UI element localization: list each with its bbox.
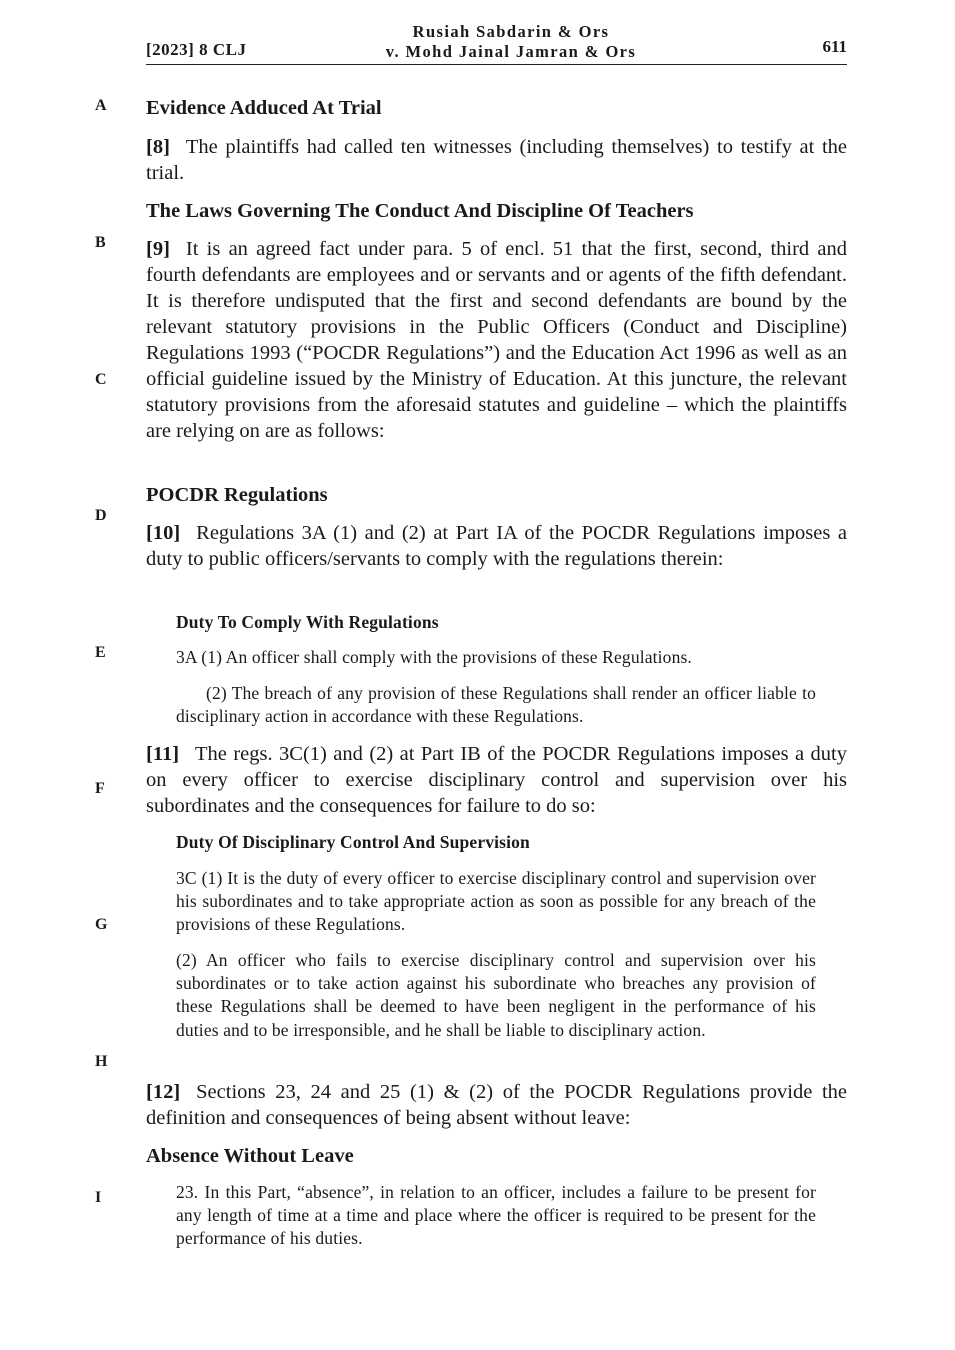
heading-laws-governing: The Laws Governing The Conduct And Discipline Of Teachers xyxy=(146,200,694,222)
running-header xyxy=(146,18,847,65)
paragraph-number: [10] xyxy=(146,522,181,544)
paragraph-12 xyxy=(146,1079,847,1131)
paragraph-8 xyxy=(146,134,847,186)
paragraph-number: [11] xyxy=(146,743,180,765)
paragraph-11 xyxy=(146,741,847,819)
paragraph-text: Sections 23, 24 and 25 (1) & (2) of the POCDR Regulations provide the definition and consequences of being absent without leave: xyxy=(146,1081,847,1129)
margin-letter-e: E xyxy=(95,644,106,661)
margin-letter-g: G xyxy=(95,916,108,933)
subheading-duty-disciplinary-control: Duty Of Disciplinary Control And Supervision xyxy=(176,832,530,852)
quote-reg-3c-2: (2) An officer who fails to exercise disciplinary control and supervision over his subordinates or to take action against his subordinate who breaches any provision of these Regulations shall be deemed to have been negligent in the performance of his duties and to be irresponsible, and he shall be liable to disciplinary action. xyxy=(176,950,816,1040)
subheading-duty-to-comply: Duty To Comply With Regulations xyxy=(176,612,439,632)
margin-letter-b: B xyxy=(95,234,106,251)
paragraph-number: [9] xyxy=(146,238,170,260)
margin-letter-f: F xyxy=(95,780,105,797)
quote-reg-3a-2: (2) The breach of any provision of these Regulations shall render an officer liable to disciplinary action in accordance with these Regulations. xyxy=(176,683,816,727)
margin-letter-d: D xyxy=(95,507,107,524)
page-number: 611 xyxy=(822,37,847,56)
paragraph-text: Regulations 3A (1) and (2) at Part IA of the POCDR Regulations imposes a duty to public officers/servants to comply with the regulations therein: xyxy=(146,522,847,570)
law-report-citation: [2023] 8 CLJ xyxy=(146,40,247,59)
paragraph-10 xyxy=(146,520,847,572)
margin-letter-i: I xyxy=(95,1189,102,1206)
quote-reg-3c-1: 3C (1) It is the duty of every officer to exercise disciplinary control and supervision over his subordinates and to take appropriate action as soon as possible for any breach of the provisions of these Regulations. xyxy=(176,868,816,935)
case-title xyxy=(361,22,661,62)
margin-letter-h: H xyxy=(95,1053,108,1070)
paragraph-text: It is an agreed fact under para. 5 of encl. 51 that the first, second, third and fourth defendants are employees and or servants and or agents of the fifth defendant. It is therefore undisputed that the first and second defendants are bound by the relevant statutory provisions in the Public Officers (Conduct and Discipline) Regulations 1993 (“POCDR Regulations”) and the Education Act 1996 as well as an official guideline issued by the Ministry of Education. At this juncture, the relevant statutory provisions from the aforesaid statutes and guideline – which the plaintiffs are relying on are as follows: xyxy=(146,238,847,442)
paragraph-number: [8] xyxy=(146,136,170,158)
heading-absence-without-leave: Absence Without Leave xyxy=(146,1145,354,1167)
case-title-line-1: Rusiah Sabdarin & Ors xyxy=(412,22,610,41)
margin-letter-c: C xyxy=(95,371,107,388)
heading-pocdr-regulations: POCDR Regulations xyxy=(146,484,328,506)
paragraph-text: The plaintiffs had called ten witnesses (including themselves) to testify at the trial. xyxy=(146,136,847,184)
quote-reg-3a-1: 3A (1) An officer shall comply with the provisions of these Regulations. xyxy=(176,647,692,667)
paragraph-9 xyxy=(146,236,847,444)
heading-evidence-adduced: Evidence Adduced At Trial xyxy=(146,97,382,119)
case-title-line-2: v. Mohd Jainal Jamran & Ors xyxy=(385,42,637,61)
margin-letter-a: A xyxy=(95,97,107,114)
quote-section-23: 23. In this Part, “absence”, in relation to an officer, includes a failure to be present for any length of time at a time and place where the officer is required to be present for the performance of his duties. xyxy=(176,1182,816,1249)
paragraph-number: [12] xyxy=(146,1081,181,1103)
paragraph-text: The regs. 3C(1) and (2) at Part IB of the POCDR Regulations imposes a duty on every officer to exercise disciplinary control and supervision over his subordinates and the consequences for failure to do so: xyxy=(146,743,847,817)
